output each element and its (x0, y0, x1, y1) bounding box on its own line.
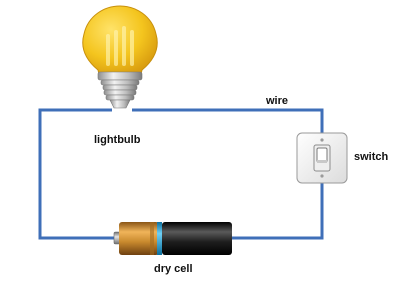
switch-label: switch (354, 151, 389, 163)
bulb-base (98, 72, 142, 108)
switch-toggle (317, 148, 327, 162)
dry-cell-label: dry cell (154, 263, 193, 275)
battery-blue-band (157, 222, 162, 255)
wire-top-right (132, 110, 322, 133)
battery-icon (114, 222, 232, 255)
wire-right-bottom (232, 183, 322, 238)
battery-black-section (162, 222, 232, 255)
lightbulb-label: lightbulb (94, 134, 141, 146)
wall-switch-icon (297, 133, 347, 183)
bulb-glass (83, 6, 157, 74)
wire-top-left (40, 110, 116, 238)
wire (40, 110, 322, 238)
lightbulb-icon (83, 6, 157, 108)
wire-label: wire (266, 95, 289, 107)
